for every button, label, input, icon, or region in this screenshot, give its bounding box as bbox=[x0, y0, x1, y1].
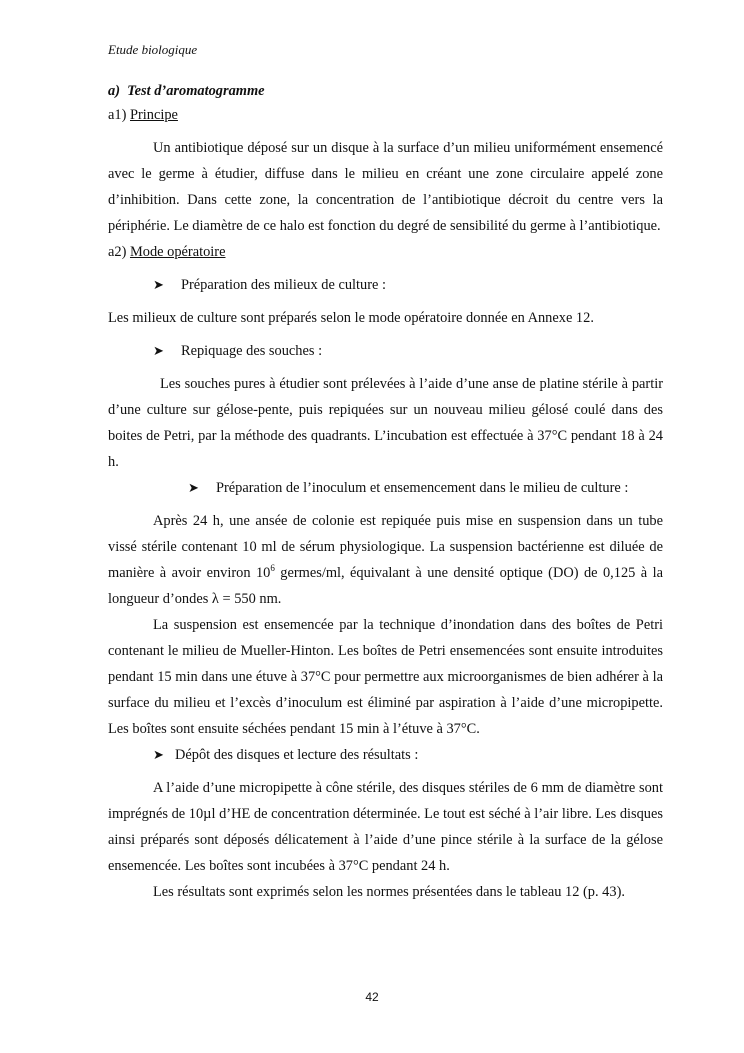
procedure-label: Mode opératoire bbox=[129, 244, 226, 260]
bullet-text: Préparation des milieux de culture : bbox=[181, 277, 387, 293]
culture-media-paragraph: Les milieux de culture sont préparés selon le mode opératoire donnée en Annexe 12. bbox=[108, 310, 594, 326]
bullet-text: Repiquage des souches : bbox=[181, 343, 323, 359]
inoculum-paragraph bbox=[108, 508, 663, 612]
principle-label: Principe bbox=[129, 107, 178, 123]
bullet-culture-media bbox=[153, 272, 663, 305]
page-number: 42 bbox=[365, 990, 379, 1004]
procedure-subheading bbox=[108, 239, 663, 272]
strain-subculture-paragraph: Les souches pures à étudier sont prélevées à l’aide d’une anse de platine stérile à partir d’une culture sur gélose-pente, puis repiquées sur un nouveau milieu gélosé coulé dans des boites de Petri, par la méthode des quadrants. L’incubation est effectuée à 37°C pendant 18 à 24 h. bbox=[108, 376, 663, 470]
results-paragraph: Les résultats sont exprimés selon les normes présentées dans le tableau 12 (p. 43). bbox=[153, 884, 625, 900]
bullet-text: Dépôt des disques et lecture des résultats : bbox=[175, 747, 419, 763]
arrow-bullet-icon: ➤ bbox=[153, 277, 164, 292]
bullet-disc-deposit bbox=[153, 742, 663, 775]
principle-paragraph: Un antibiotique déposé sur un disque à la surface d’un milieu uniformément ensemencé avec le germe à étudier, diffuse dans le milieu en créant une zone circulaire appelé zone d’inhibition. Dans cette zone, la concentration de l’antibiotique décroit du centre vers la périphérie. Le diamètre de ce halo est fonction du degré de sensibilité du germe à l’antibiotique. bbox=[108, 140, 663, 234]
page-content bbox=[108, 78, 663, 905]
exponent: 6 bbox=[270, 563, 275, 574]
inoculum-text-part2: germes/ml, équivalant à une densité optique (DO) de 0,125 à la longueur d’ondes λ = 550 nm. bbox=[108, 565, 663, 607]
seeding-paragraph: La suspension est ensemencée par la technique d’inondation dans des boîtes de Petri contenant le milieu de Mueller-Hinton. Les boîtes de Petri ensemencées sont ensuite introduites pendant 15 min dans une étuve à 37°C pour permettre aux microorganismes de bien adhérer à la surface du milieu et l’excès d’inoculum est éliminé par aspiration à l’aide d’une micropipette. Les boîtes sont ensuite séchées pendant 15 min à l’étuve à 37°C. bbox=[108, 617, 663, 737]
bullet-inoculum bbox=[188, 475, 663, 508]
bullet-text: Préparation de l’inoculum et ensemencement dans le milieu de culture : bbox=[216, 480, 629, 496]
disc-deposit-paragraph: A l’aide d’une micropipette à cône stérile, des disques stériles de 6 mm de diamètre sont imprégnés de 10µl d’HE de concentration déterminée. Le tout est séché à l’air libre. Les disques ainsi préparés sont déposés délicatement à l’aide d’une pince stérile à la surface de la gélose ensemencée. Les boîtes sont incubées à 37°C pendant 24 h. bbox=[108, 780, 663, 874]
principle-prefix: a1) bbox=[108, 107, 130, 123]
running-header: Etude biologique bbox=[108, 42, 198, 57]
inoculum-text-part1: Après 24 h, une ansée de colonie est repiquée puis mise en suspension dans un tube vissé stérile contenant 10 ml de sérum physiologique. La suspension bactérienne est diluée de manière à avoir environ 10 bbox=[108, 513, 663, 581]
arrow-bullet-icon: ➤ bbox=[188, 480, 199, 495]
principle-subheading bbox=[108, 102, 663, 135]
arrow-bullet-icon: ➤ bbox=[153, 747, 164, 762]
bullet-strain-subculture bbox=[153, 338, 663, 371]
arrow-bullet-icon: ➤ bbox=[153, 343, 164, 358]
procedure-prefix: a2) bbox=[108, 244, 130, 260]
section-heading: a) Test d’aromatogramme bbox=[108, 83, 265, 99]
